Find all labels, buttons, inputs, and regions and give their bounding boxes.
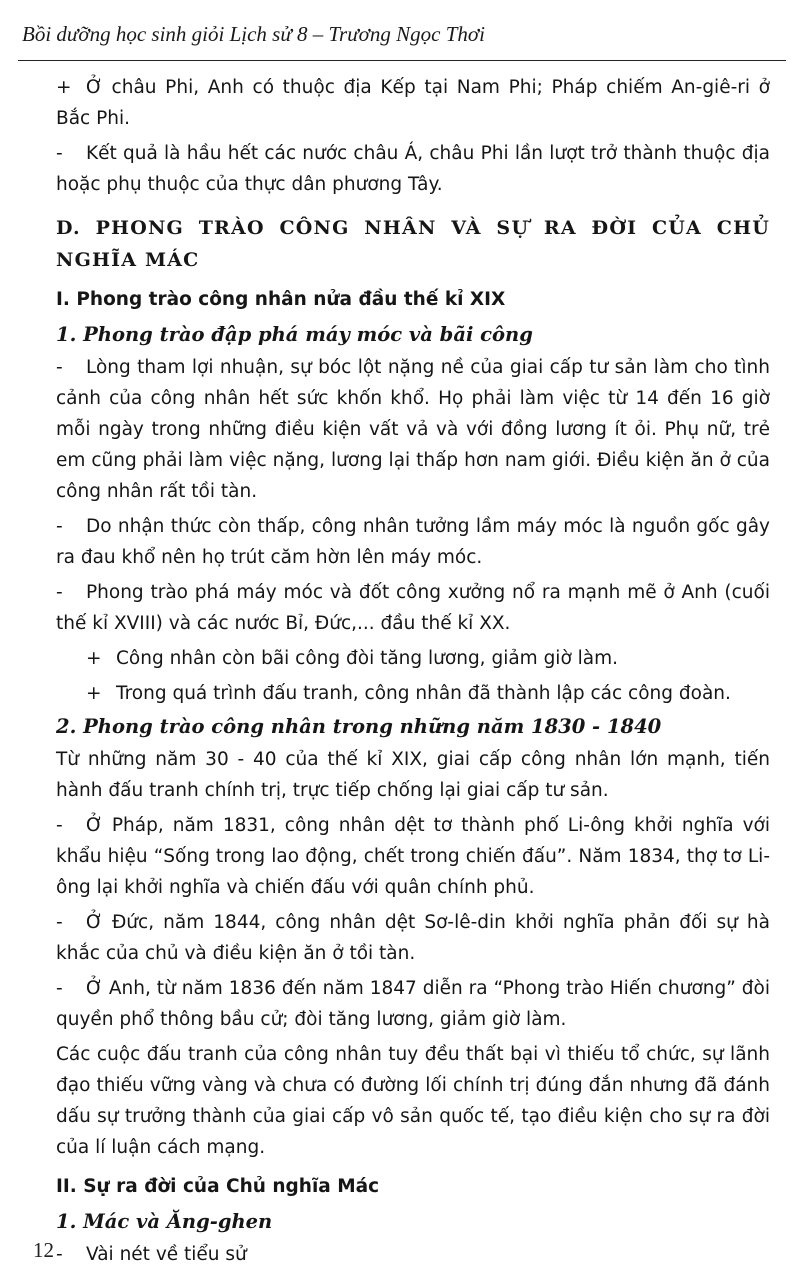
dash-marker: -: [56, 357, 63, 378]
section-ii-heading: II. Sự ra đời của Chủ nghĩa Mác: [56, 1176, 380, 1197]
header-rule: [18, 60, 786, 61]
list-item: [56, 511, 770, 573]
list-item: [56, 1239, 770, 1270]
dash-marker: -: [56, 815, 63, 836]
dash-marker: -: [56, 912, 63, 933]
plus-marker: +: [86, 683, 102, 704]
paragraph-dash-result: [56, 138, 770, 200]
paragraph-text: Kết quả là hầu hết các nước châu Á, châu Phi lần lượt trở thành thuộc địa hoặc phụ thuộc của thực dân phương Tây.: [56, 143, 770, 195]
paragraph-text: Ở Pháp, năm 1831, công nhân dệt tơ thành phố Li-ông khởi nghĩa với khẩu hiệu “Sống trong lao động, chết trong chiến đấu”. Năm 1834, thợ tơ Li-ông lại khởi nghĩa và chiến đấu với quân chính phủ.: [56, 815, 770, 898]
page-number: 12: [33, 1238, 54, 1262]
plus-marker: +: [56, 77, 72, 98]
subsection-2-intro: Từ những năm 30 - 40 của thế kỉ XIX, giai cấp công nhân lớn mạnh, tiến hành đấu tranh chính trị, trực tiếp chống lại giai cấp tư sản.: [56, 749, 770, 801]
list-item: [56, 810, 770, 903]
section-d-heading: D. PHONG TRÀO CÔNG NHÂN VÀ SỰ RA ĐỜI CỦA CHỦ NGHĨA MÁC: [56, 217, 770, 271]
plus-marker: +: [86, 648, 102, 669]
dash-marker: -: [56, 978, 63, 999]
paragraph-text: Lòng tham lợi nhuận, sự bóc lột nặng nề của giai cấp tư sản làm cho tình cảnh của công nhân hết sức khốn khổ. Họ phải làm việc từ 14 đến 16 giờ mỗi ngày trong những điều kiện vất vả và với đồng lương ít ỏi. Phụ nữ, trẻ em cũng phải làm việc nặng, lương lại thấp hơn nam giới. Điều kiện ăn ở của công nhân rất tồi tàn.: [56, 357, 770, 502]
section-i-heading: I. Phong trào công nhân nửa đầu thế kỉ XIX: [56, 289, 506, 310]
paragraph-plus-africa: [56, 72, 770, 134]
paragraph-text: Ở châu Phi, Anh có thuộc địa Kếp tại Nam Phi; Pháp chiếm An-giê-ri ở Bắc Phi.: [56, 77, 770, 129]
paragraph-text: Ở Đức, năm 1844, công nhân dệt Sơ-lê-din khởi nghĩa phản đối sự hà khắc của chủ và điều kiện ăn ở tồi tàn.: [56, 912, 770, 964]
paragraph-text: Phong trào phá máy móc và đốt công xưởng nổ ra mạnh mẽ ở Anh (cuối thế kỉ XVIII) và các nước Bỉ, Đức,... đầu thế kỉ XX.: [56, 582, 770, 634]
list-item: [56, 352, 770, 507]
list-item: [56, 973, 770, 1035]
paragraph-text: Trong quá trình đấu tranh, công nhân đã thành lập các công đoàn.: [116, 683, 731, 704]
list-item: [56, 907, 770, 969]
paragraph-text: Ở Anh, từ năm 1836 đến năm 1847 diễn ra “Phong trào Hiến chương” đòi quyền phổ thông bầu cử; đòi tăng lương, giảm giờ làm.: [56, 978, 770, 1030]
dash-marker: -: [56, 516, 63, 537]
subsection-1-heading: 1. Phong trào đập phá máy móc và bãi công: [56, 323, 533, 346]
dash-marker: -: [56, 143, 63, 164]
running-header: Bồi dưỡng học sinh giỏi Lịch sử 8 – Trương Ngọc Thơi: [22, 22, 485, 46]
dash-marker: -: [56, 1244, 63, 1265]
paragraph-text: Công nhân còn bãi công đòi tăng lương, giảm giờ làm.: [116, 648, 619, 669]
page-content: [56, 72, 770, 1270]
subsection-2-conclusion: Các cuộc đấu tranh của công nhân tuy đều thất bại vì thiếu tổ chức, sự lãnh đạo thiếu vững vàng và chưa có đường lối chính trị đúng đắn nhưng đã đánh dấu sự trưởng thành của giai cấp vô sản quốc tế, tạo điều kiện cho sự ra đời của lí luận cách mạng.: [56, 1044, 770, 1158]
dash-marker: -: [56, 582, 63, 603]
sub-list-item: [56, 678, 770, 709]
subsection-ii-1-heading: 1. Mác và Ăng-ghen: [56, 1210, 273, 1233]
subsection-2-heading: 2. Phong trào công nhân trong những năm 1830 - 1840: [56, 715, 662, 738]
list-item: [56, 577, 770, 639]
sub-list-item: [56, 643, 770, 674]
paragraph-text: Vài nét về tiểu sử: [86, 1244, 247, 1265]
paragraph-text: Do nhận thức còn thấp, công nhân tưởng lầm máy móc là nguồn gốc gây ra đau khổ nên họ trút căm hờn lên máy móc.: [56, 516, 770, 568]
